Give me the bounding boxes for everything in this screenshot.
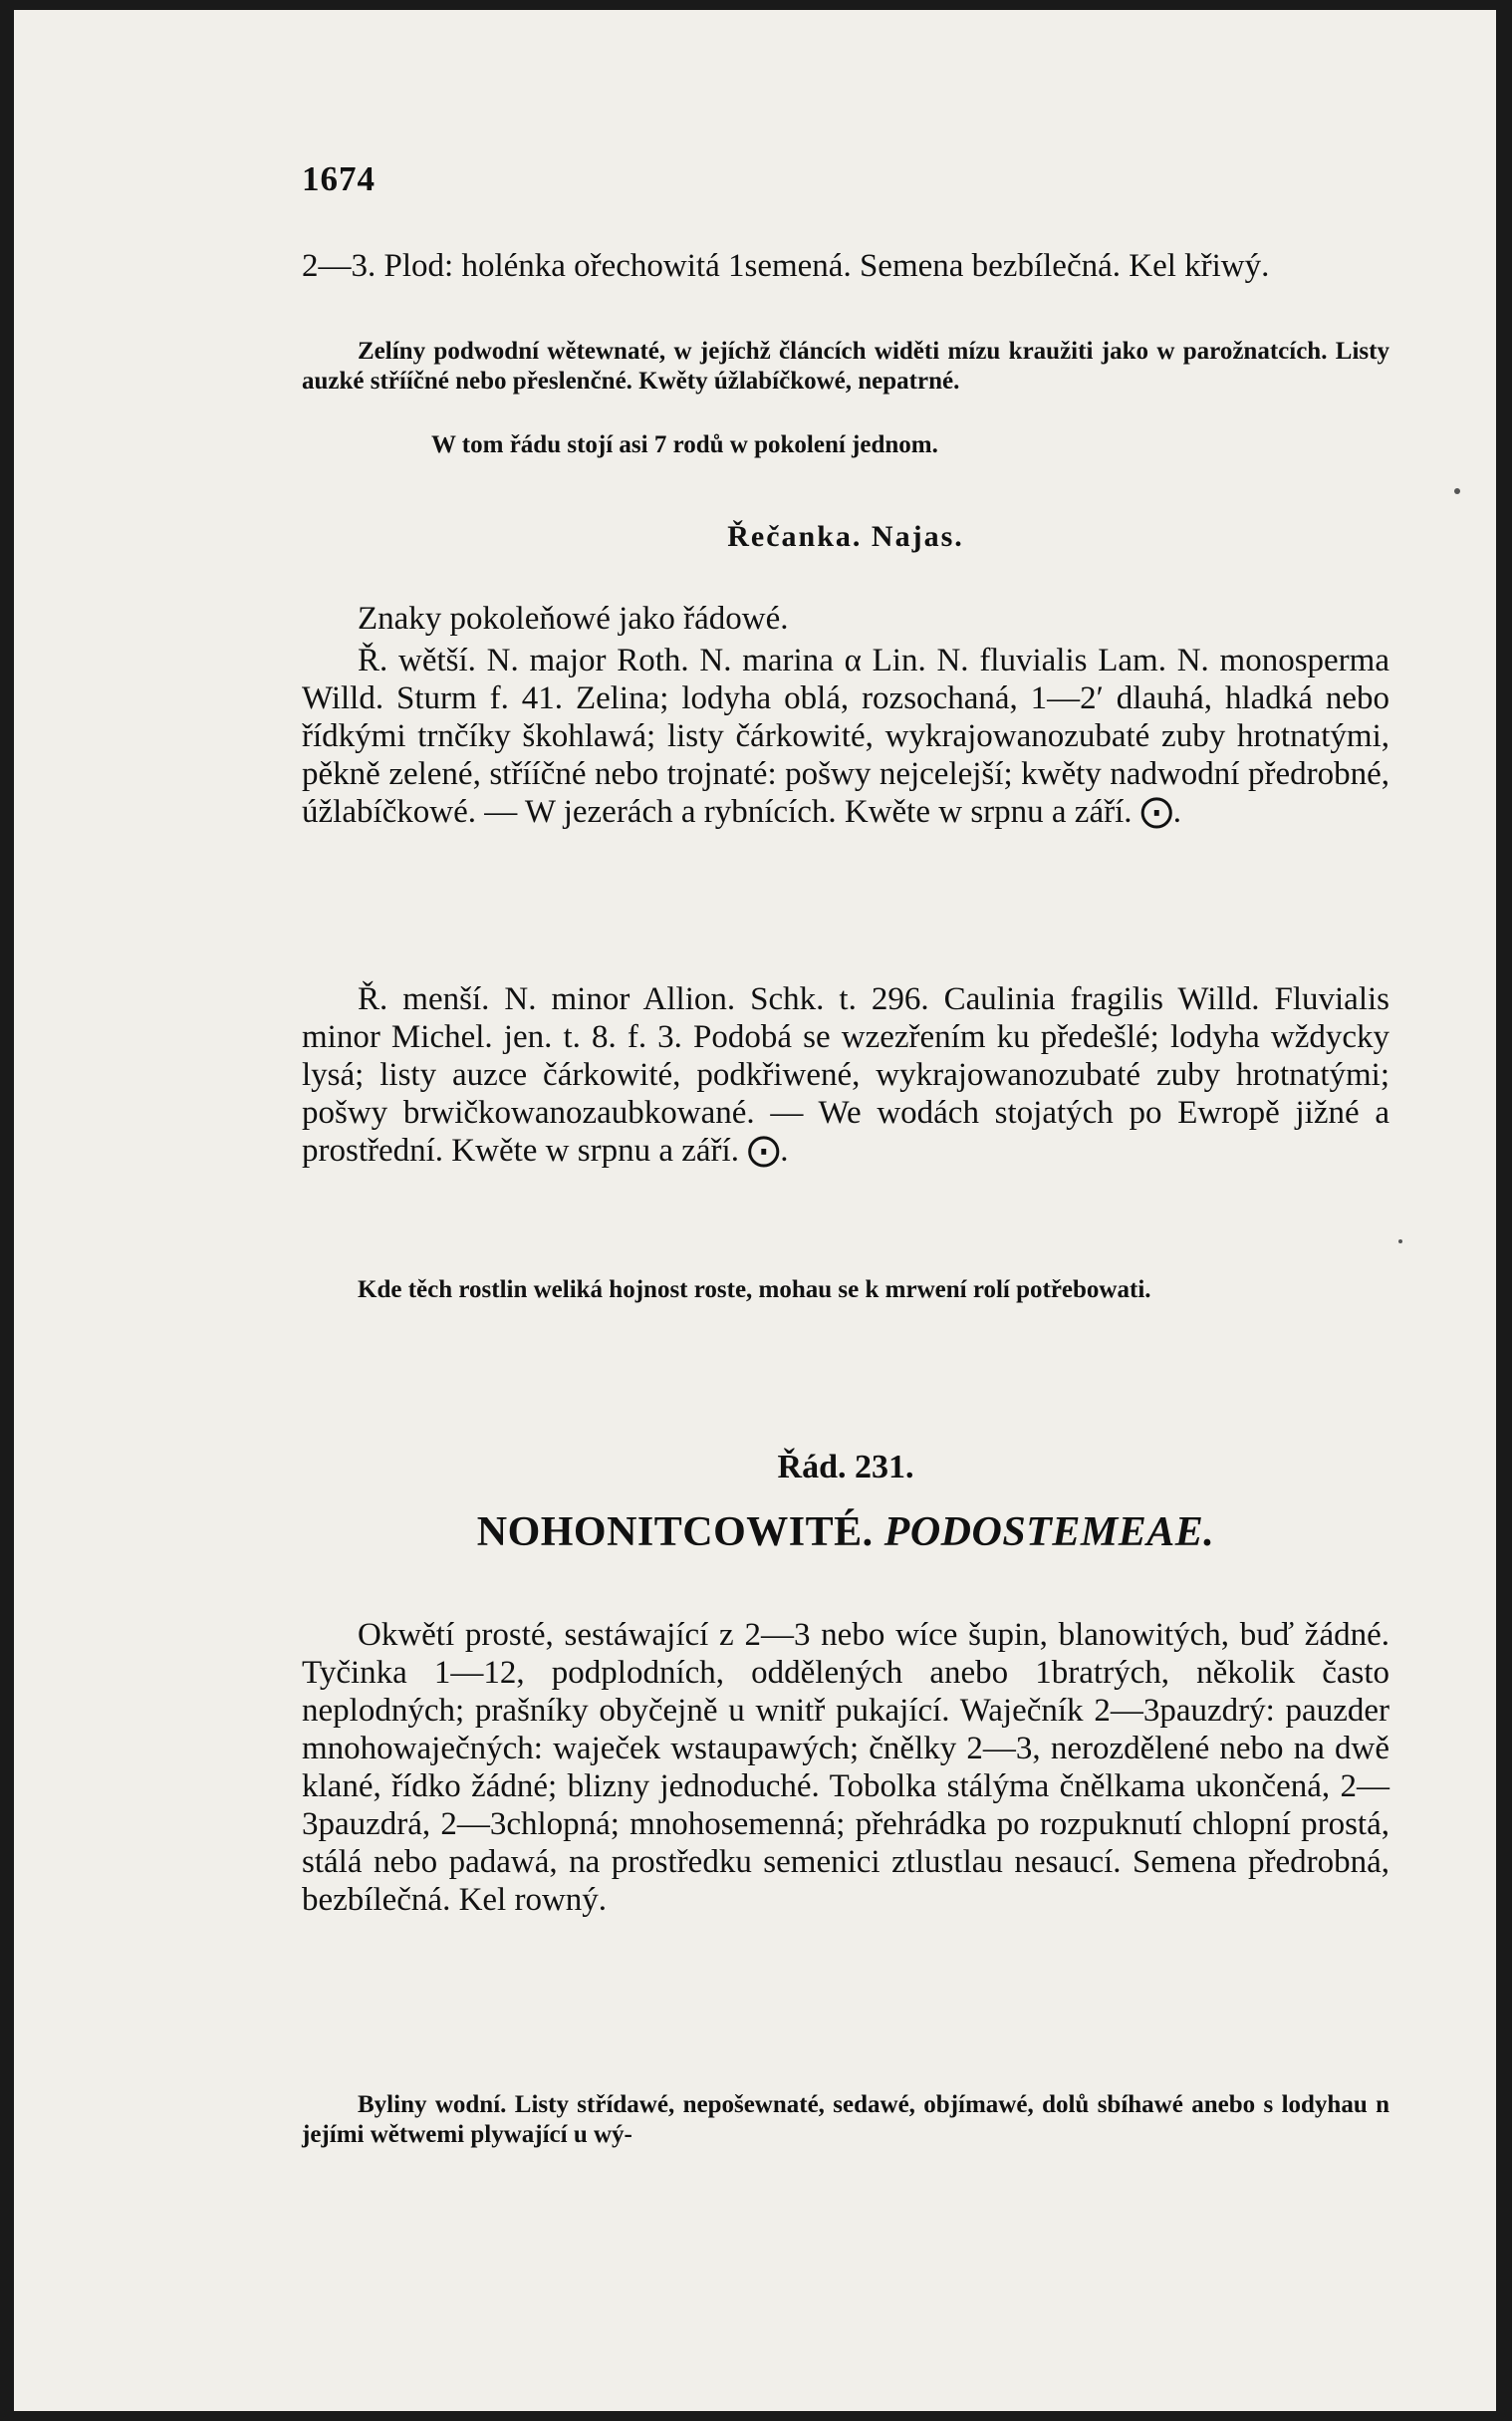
family-description: Okwětí prosté, sestáwající z 2—3 nebo wíce šupin, blanowitých, buď žádné. Tyčinka 1—12, podplodních, oddělených anebo 1bratrých, několik často neplodných; prašníky obyčejně u wnitř pukající. Waječník 2—3pauzdrý: pauzder mnohowaječných: waječek wstaupawých; čnělky 2—3, nerozdělené nebo na dwě klané, řídko žádné; blizny jednoduché. Tobolka stálýma čnělkama ukončená, 2—3pauzdrá, 2—3chlopná; mnohosemenná; přehrádka po rozpuknutí chlopní prostá, stálá nebo padawá, na prostředku semenici ztlustlau nesaucí. Semena předrobná, bezbílečná. Kel rowný. (302, 1617, 1389, 1918)
species-najas-major: Ř. wětší. N. major Roth. N. marina α Lin. N. fluvialis Lam. N. monosperma Willd. Sturm f. 41. Zelina; lodyha oblá, rozsochaná, 1—2′ dlauhá, hladká nebo řídkými trnčíky škohlawá; listy čárkowité, wykrajowanozubaté zuby hrotnatými, pěkně zelené, střííčné nebo trojnaté: pošwy nejcelejší; kwěty nadwodní předrobné, úžlabíčkowé. — W jezerách a rybnících. Kwěte w srpnu a září. ⨀. (302, 643, 1389, 830)
family-name-latin: PODOSTEMEAE. (883, 1509, 1215, 1555)
book-page (14, 10, 1496, 2411)
species-najas-minor: Ř. menší. N. minor Allion. Schk. t. 296. Caulinia fragilis Willd. Fluvialis minor Michel. jen. t. 8. f. 3. Podobá se wzezřením ku předešlé; lodyha wždycky lysá; listy auzce čárkowité, podkřiwené, wykrajowanozubaté zuby hrotnatými; pošwy brwičkowanozaubkowané. — We wodách stojatých po Ewropě jižné a prostřední. Kwěte w srpnu a září. ⨀. (302, 981, 1389, 1169)
usage-note: Kde těch rostlin weliká hojnost roste, mohau se k mrwení rolí potřebowati. (358, 1276, 1151, 1303)
family-name-czech: NOHONITCOWITÉ. (476, 1509, 874, 1555)
genus-heading: Řečanka. Najas. (727, 520, 964, 553)
paper-speck (1454, 488, 1460, 494)
order-notes: Zelíny podwodní wětewnaté, w jejíchž článcích widěti mízu kraužiti jako w parožnatcích. Listy auzké střííčné nebo přeslenčné. Kwěty úžlabíčkowé, nepatrné. (302, 338, 1389, 395)
family-habitat-note: Byliny wodní. Listy střídawé, nepošewnaté, sedawé, objímawé, dolů sbíhawé anebo s lodyhau n jejími wětwemi plywající u wý- (302, 2091, 1389, 2148)
paper-speck (1398, 1239, 1402, 1243)
family-heading (302, 1508, 1389, 1556)
order-fruit-description: 2—3. Plod: holénka ořechowitá 1semená. Semena bezbílečná. Kel křiwý. (302, 248, 1270, 284)
page-number: 1674 (302, 159, 376, 198)
order-number-heading: Řád. 231. (777, 1449, 914, 1485)
genus-characters: Znaky pokoleňowé jako řádowé. (358, 601, 789, 637)
order-genus-count: W tom řádu stojí asi 7 rodů w pokolení jednom. (431, 431, 938, 458)
